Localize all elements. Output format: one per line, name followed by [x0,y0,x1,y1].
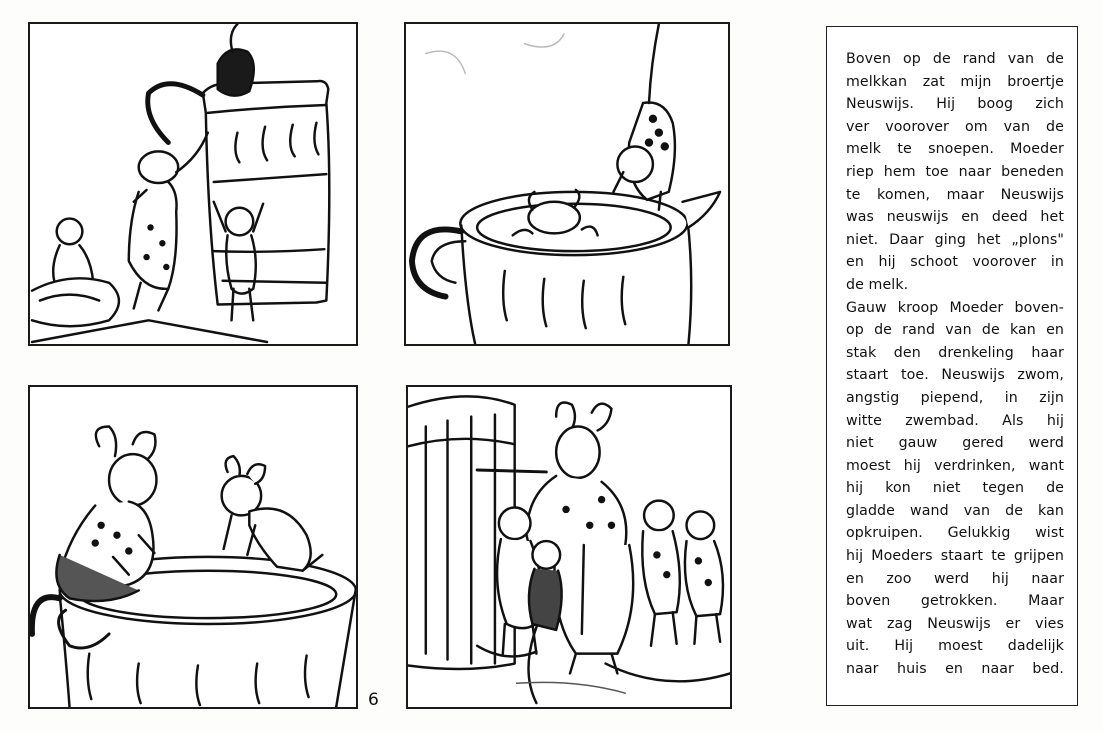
story-line: riep hem toe naar beneden [846,163,1064,180]
illustration-panel-2 [404,22,730,346]
story-text-box [826,26,1078,706]
story-line: Boven op de rand van de [846,51,1064,67]
story-line: de melk. [846,276,909,293]
story-line: witte zwembad. Als hij [846,412,1064,429]
story-line: hij kon niet tegen de [846,480,1064,497]
story-line: naar huis en naar bed. [846,661,1064,678]
illustration-panel-4 [406,385,732,709]
story-line: melk te snoepen. Moeder [846,141,1064,158]
story-line: wat zag Neuswijs er vies [846,615,1064,632]
mother-scolding-illustration [408,387,730,707]
story-line: opkruipen. Gelukkig wist [846,525,1064,542]
mice-climbing-jug-illustration [30,24,356,344]
illustration-panel-1 [28,22,358,346]
story-line: en hij schoot voorover in [846,254,1064,271]
illustration-panel-3 [28,385,358,709]
story-line: te komen, maar Neuswijs [846,186,1064,203]
story-line: moest hij verdrinken, want [846,457,1064,474]
story-line: gladde wand van de kan [846,502,1064,519]
story-line: boven getrokken. Maar [846,593,1064,610]
story-line: angstig piepend, in zijn [846,389,1064,406]
story-line: Neuswijs. Hij boog zich [846,96,1064,113]
story-line: was neuswijs en deed het [846,209,1064,226]
mother-on-rim-illustration [30,387,356,707]
story-line: Gauw kroop Moeder boven- [846,299,1064,316]
mouse-falls-in-milk-illustration [406,24,728,344]
story-line: en zoo werd hij naar [846,570,1064,587]
story-line: op de rand van de kan en [846,322,1064,339]
story-line: hij Moeders staart te grijpen [846,548,1064,565]
story-line: niet. Daar ging het „plons" [846,231,1064,248]
story-line: uit. Hij moest dadelijk [846,638,1064,655]
story-line: melkkan zat mijn broertje [846,73,1064,90]
page-number: 6 [368,690,379,710]
story-line: niet gauw gered werd [846,435,1064,452]
story-line: ver voorover om van de [846,118,1064,135]
story-paragraph [846,48,1064,681]
story-line: stak den drenkeling haar [846,344,1064,361]
story-line: staart toe. Neuswijs zwom, [846,367,1064,384]
